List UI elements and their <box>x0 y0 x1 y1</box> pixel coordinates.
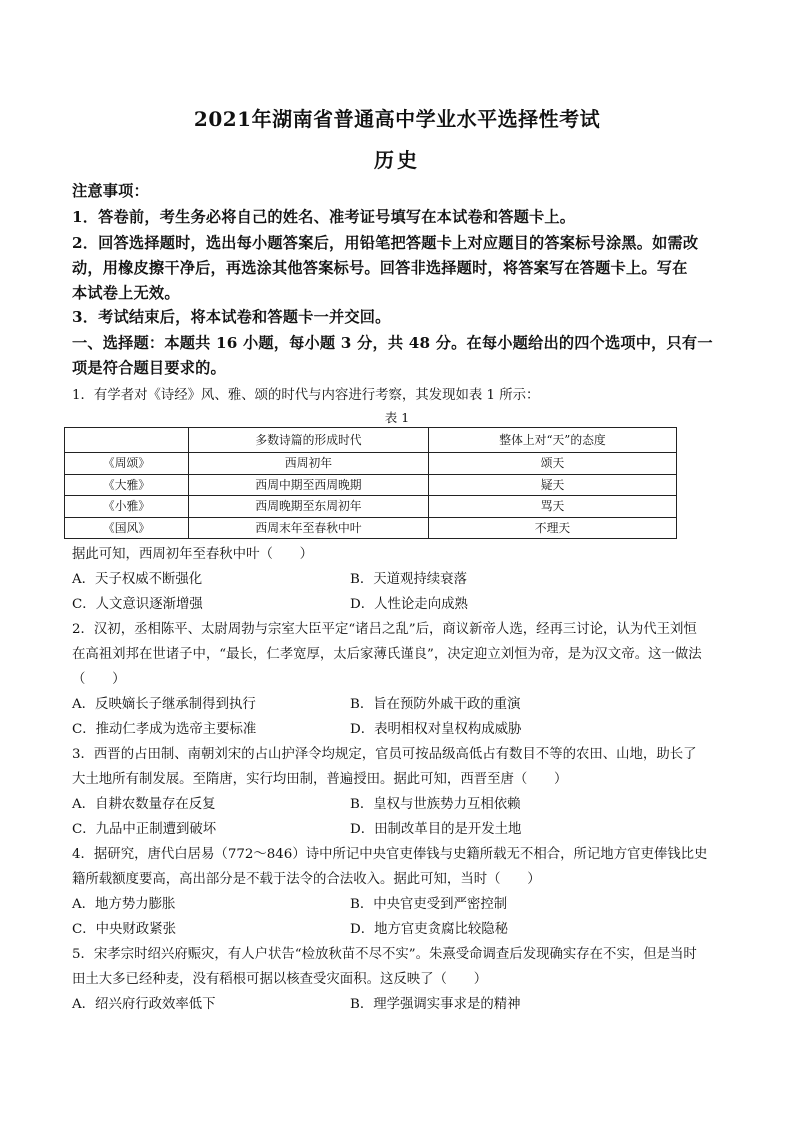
q1-stem: 1．有学者对《诗经》风、雅、颂的时代与内容进行考察，其发现如表 1 所示： <box>72 388 540 403</box>
table-cell: 不理天 <box>429 517 677 539</box>
q1-option-b[interactable]: B．天道观持续衰落 <box>350 572 467 587</box>
q4-option-c[interactable]: C．中央财政紧张 <box>72 922 176 937</box>
q5-stem: 田土大多已经种麦，没有稻根可据以核查受灾面积。这反映了（ ） <box>72 972 488 987</box>
table-cell: 疑天 <box>429 474 677 496</box>
q3-option-a[interactable]: A．自耕农数量存在反复 <box>72 797 216 812</box>
table-row <box>65 474 677 496</box>
table-row <box>65 496 677 518</box>
table-cell: 《大雅》 <box>65 474 189 496</box>
q4-option-b[interactable]: B．中央官吏受到严密控制 <box>350 897 508 912</box>
q2-option-b[interactable]: B．旨在预防外戚干政的重演 <box>350 697 521 712</box>
table-cell: 骂天 <box>429 496 677 518</box>
q1-ask: 据此可知，西周初年至春秋中叶（ ） <box>72 547 314 562</box>
table-header-cell: 多数诗篇的形成时代 <box>189 428 429 453</box>
q4-option-a[interactable]: A．地方势力膨胀 <box>72 897 176 912</box>
table-header-row <box>65 428 677 453</box>
table-cell: 西周中期至西周晚期 <box>189 474 429 496</box>
q2-option-c[interactable]: C．推动仁孝成为选帝主要标准 <box>72 722 257 737</box>
q5-option-b[interactable]: B．理学强调实事求是的精神 <box>350 997 521 1012</box>
notice-heading: 注意事项： <box>72 182 149 200</box>
q2-option-d[interactable]: D．表明相权对皇权构成威胁 <box>350 722 522 737</box>
table-cell: 西周末年至春秋中叶 <box>189 517 429 539</box>
notice-line: 本试卷上无效。 <box>72 284 180 302</box>
notice-line: 动，用橡皮擦干净后，再选涂其他答案标号。回答非选择题时，将答案写在答题卡上。写在 <box>72 259 688 277</box>
subject-title: 历史 <box>374 148 420 172</box>
q3-stem: 大土地所有制发展。至隋唐，实行均田制，普遍授田。据此可知，西晋至唐（ ） <box>72 772 568 787</box>
q2-stem: （ ） <box>72 672 126 687</box>
table-cell: 《小雅》 <box>65 496 189 518</box>
q3-option-d[interactable]: D．田制改革目的是开发土地 <box>350 822 522 837</box>
table-header-cell <box>65 428 189 453</box>
notice-line: 1．答卷前，考生务必将自己的姓名、准考证号填写在本试卷和答题卡上。 <box>72 208 576 226</box>
section-heading: 项是符合题目要求的。 <box>72 359 226 377</box>
table-header-cell: 整体上对“天”的态度 <box>429 428 677 453</box>
notice-line: 3．考试结束后，将本试卷和答题卡一并交回。 <box>72 308 391 326</box>
table-row <box>65 517 677 539</box>
exam-title: 2021年湖南省普通高中学业水平选择性考试 <box>193 107 601 131</box>
q2-stem: 在高祖刘邦在世诸子中，“最长，仁孝宽厚，太后家薄氏谨良”，决定迎立刘恒为帝，是为汉文帝。这一做法 <box>72 647 702 662</box>
q2-stem: 2．汉初，丞相陈平、太尉周勃与宗室大臣平定“诸吕之乱”后，商议新帝人选，经再三讨论，认为代王刘恒 <box>72 622 697 637</box>
notice-line: 2．回答选择题时，选出每小题答案后，用铅笔把答题卡上对应题目的答案标号涂黑。如需改 <box>72 234 699 252</box>
q1-option-a[interactable]: A．天子权威不断强化 <box>72 572 203 587</box>
q3-option-b[interactable]: B．皇权与世族势力互相依赖 <box>350 797 521 812</box>
q4-option-d[interactable]: D．地方官吏贪腐比较隐秘 <box>350 922 509 937</box>
table-cell: 《国风》 <box>65 517 189 539</box>
table-caption: 表 1 <box>384 410 410 425</box>
table-cell: 颂天 <box>429 453 677 475</box>
q4-stem: 籍所载额度要高，高出部分是不载于法令的合法收入。据此可知，当时（ ） <box>72 872 541 887</box>
q4-stem: 4．据研究，唐代白居易（772～846）诗中所记中央官吏俸钱与史籍所载无不相合，所记地方官吏俸钱比史 <box>72 847 708 862</box>
q1-option-d[interactable]: D．人性论走向成熟 <box>350 597 468 612</box>
section-heading: 一、选择题：本题共 16 小题，每小题 3 分，共 48 分。在每小题给出的四个选项中，只有一 <box>72 334 713 352</box>
poetry-table <box>64 427 677 539</box>
q2-option-a[interactable]: A．反映嫡长子继承制得到执行 <box>72 697 256 712</box>
table-cell: 《周颂》 <box>65 453 189 475</box>
q3-option-c[interactable]: C．九品中正制遭到破坏 <box>72 822 217 837</box>
q5-stem: 5．宋孝宗时绍兴府赈灾，有人户状告“检放秋苗不尽不实”。朱熹受命调查后发现确实存在不实，但是当时 <box>72 947 697 962</box>
table-row <box>65 453 677 475</box>
table-cell: 西周初年 <box>189 453 429 475</box>
q3-stem: 3．西晋的占田制、南朝刘宋的占山护泽令均规定，官员可按品级高低占有数目不等的农田、山地，助长了 <box>72 747 697 762</box>
table-cell: 西周晚期至东周初年 <box>189 496 429 518</box>
q1-option-c[interactable]: C．人文意识逐渐增强 <box>72 597 203 612</box>
q5-option-a[interactable]: A．绍兴府行政效率低下 <box>72 997 216 1012</box>
